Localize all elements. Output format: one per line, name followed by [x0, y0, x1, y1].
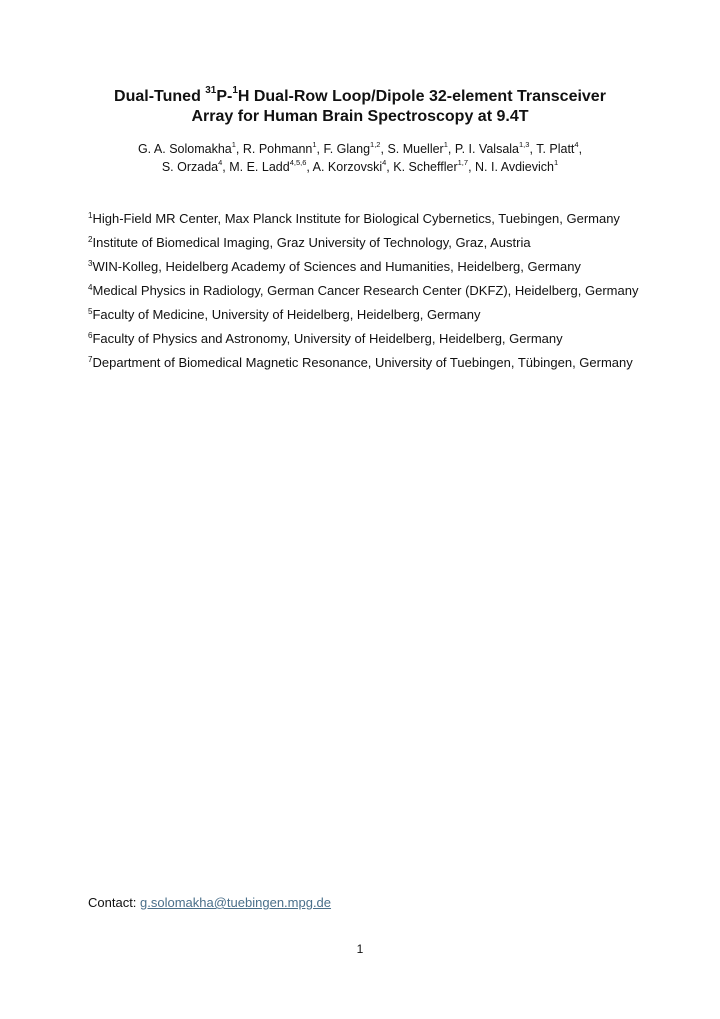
title-text: P- — [216, 88, 233, 105]
affiliation-text: WIN-Kolleg, Heidelberg Academy of Sciences and Humanities, Heidelberg, Germany — [92, 259, 581, 274]
affiliation-item — [88, 282, 648, 300]
page-number: 1 — [356, 942, 364, 956]
author-name: R. Pohmann — [242, 142, 313, 156]
author-name: A. Korzovski — [312, 160, 383, 174]
affiliation-item — [88, 258, 648, 276]
affiliation-text: Department of Biomedical Magnetic Resonance, University of Tuebingen, Tübingen, Germany — [92, 355, 633, 370]
affiliation-number: 4 — [88, 282, 93, 292]
affiliation-text: Faculty of Physics and Astronomy, University of Heidelberg, Heidelberg, Germany — [92, 331, 563, 346]
author-affiliation-marker: 1 — [231, 139, 236, 149]
author-name: T. Platt — [536, 142, 575, 156]
affiliation-text: Institute of Biomedical Imaging, Graz University of Technology, Graz, Austria — [92, 235, 531, 250]
author-affiliation-marker: 1 — [443, 139, 448, 149]
author-line-1: G. A. Solomakha$^1$, R. Pohmann$^1$, F. Glang$^{1,2}$, S. Mueller$^1$, P. I. Valsala$^{1,3}$, T. Platt$^4$, — [137, 139, 583, 156]
title-line-1 — [60, 87, 660, 107]
paper-title — [60, 87, 660, 127]
title-text: Dual-Tuned — [114, 88, 206, 105]
affiliation-list — [88, 210, 648, 378]
author-name: N. I. Avdievich — [475, 160, 554, 174]
author-name: S. Orzada — [161, 160, 219, 174]
affiliation-number: 1 — [88, 210, 93, 220]
author-name: F. Glang — [323, 142, 371, 156]
title-superscript: 31 — [205, 85, 217, 97]
title-superscript: 1 — [232, 85, 238, 97]
affiliation-item — [88, 330, 648, 348]
affiliation-text: Faculty of Medicine, University of Heidelberg, Heidelberg, Germany — [92, 307, 481, 322]
author-affiliation-marker: 4 — [574, 139, 579, 149]
title-line-2: Array for Human Brain Spectroscopy at 9.4T — [191, 108, 529, 125]
author-name: P. I. Valsala — [454, 142, 520, 156]
author-affiliation-marker: 1,7 — [457, 157, 469, 167]
author-affiliation-marker: 1,3 — [519, 139, 530, 149]
affiliation-text: High-Field MR Center, Max Planck Institute for Biological Cybernetics, Tuebingen, Germany — [92, 211, 620, 226]
author-affiliation-marker: 1,2 — [370, 139, 381, 149]
affiliation-number: 3 — [88, 258, 93, 268]
affiliation-item — [88, 354, 648, 372]
affiliation-item — [88, 234, 648, 252]
author-name: S. Mueller — [387, 142, 444, 156]
contact-label: Contact: — [88, 895, 141, 910]
author-affiliation-marker: 1 — [312, 139, 317, 149]
contact-line — [88, 894, 331, 912]
affiliation-text: Medical Physics in Radiology, German Cancer Research Center (DKFZ), Heidelberg, Germany — [92, 283, 639, 298]
author-list — [70, 140, 650, 176]
author-affiliation-marker: 4 — [382, 157, 387, 167]
title-text: H Dual-Row Loop/Dipole 32-element Transceiver — [237, 88, 606, 105]
affiliation-number: 6 — [88, 330, 93, 340]
affiliation-item — [88, 306, 648, 324]
contact-email-link[interactable]: g.solomakha@tuebingen.mpg.de — [140, 895, 332, 910]
affiliation-number: 2 — [88, 234, 93, 244]
author-name: G. A. Solomakha — [137, 142, 232, 156]
author-affiliation-marker: 4,5,6 — [289, 157, 307, 167]
author-affiliation-marker: 1 — [554, 157, 559, 167]
author-line-2: S. Orzada$^4$, M. E. Ladd$^{4,5,6}$, A. Korzovski$^4$, K. Scheffler$^{1,7}$, N. I. Avdievich$^1$ — [161, 157, 559, 174]
author-name: M. E. Ladd — [229, 160, 290, 174]
author-name: K. Scheffler — [393, 160, 458, 174]
author-affiliation-marker: 4 — [218, 157, 223, 167]
affiliation-number: 7 — [88, 354, 93, 364]
affiliation-number: 5 — [88, 306, 93, 316]
affiliation-item — [88, 210, 648, 228]
